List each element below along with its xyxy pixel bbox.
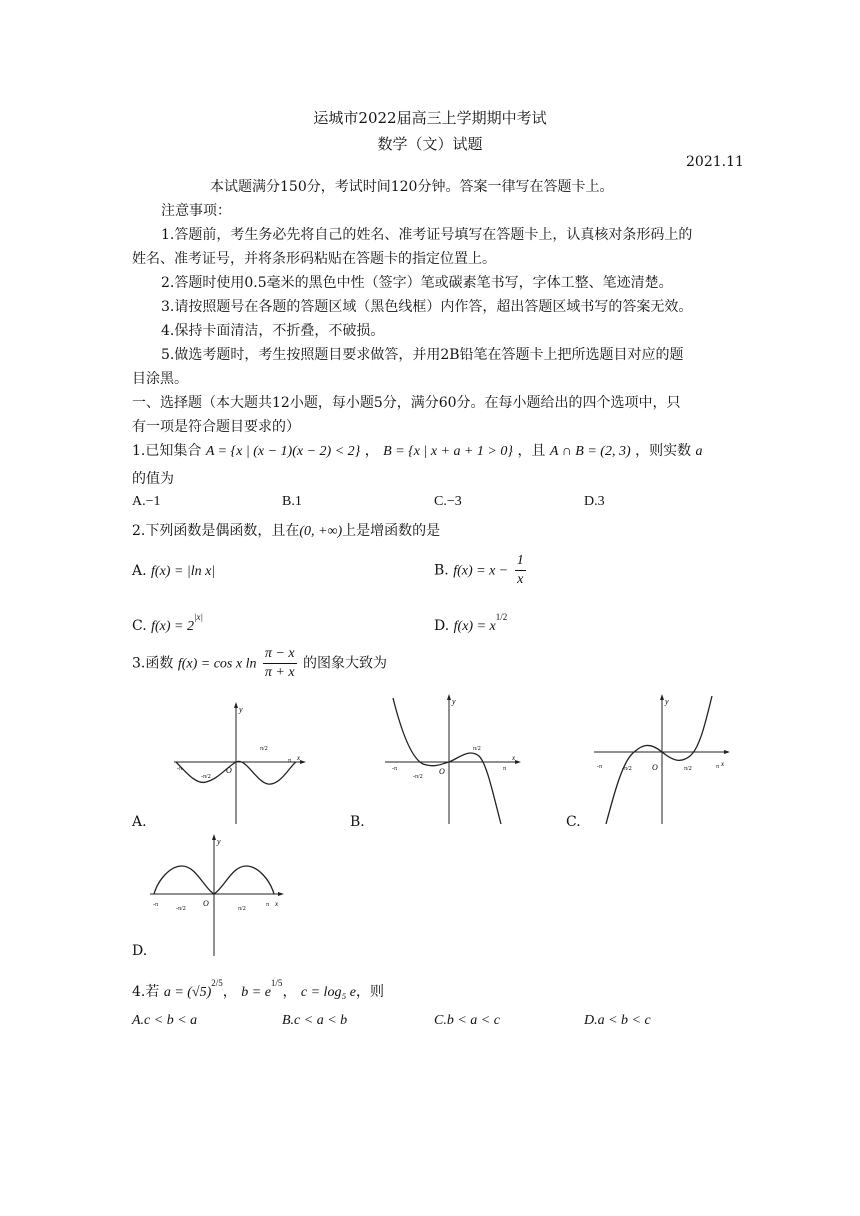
- graph-c-x-label: x: [721, 760, 725, 768]
- q1-intersection: A ∩ B = (2, 3): [549, 444, 631, 459]
- q4-b-exp: 1/5: [270, 978, 283, 988]
- note-5-line-2: 目涂黑。: [132, 371, 188, 387]
- q1-lead: 1.已知集合: [132, 443, 202, 459]
- graph-c-half: π/2: [684, 766, 692, 772]
- graph-b-pi: π: [503, 766, 507, 772]
- graph-c-y-label: y: [665, 697, 669, 706]
- q3-label-c: C.: [566, 814, 581, 830]
- exam-intro: 本试题满分150分，考试时间120分钟。答案一律写在答题卡上。: [210, 179, 614, 195]
- note-5-line-1: 5.做选考题时，考生按照题目要求做答，并用2B铅笔在答题卡上把所选题目对应的题: [161, 347, 684, 363]
- q4-option-b: B.c < a < b: [282, 1013, 348, 1028]
- graph-d-origin: O: [203, 899, 209, 908]
- q1-set-a: A = {x | (x − 1)(x − 2) < 2}: [205, 444, 361, 459]
- graph-b-neg-pi: -π: [392, 766, 398, 772]
- notes-heading: 注意事项：: [161, 203, 231, 219]
- graph-a-origin: O: [226, 766, 232, 775]
- question-3-stem: [132, 645, 387, 682]
- question-1-stem: [132, 440, 703, 460]
- graph-d-x-label: x: [275, 900, 279, 908]
- q3-label-b: B.: [350, 814, 365, 830]
- q2-c-exp: |x|: [194, 612, 203, 622]
- q2-c-label: C.: [132, 618, 147, 634]
- graph-c-neg-half: -π/2: [622, 766, 632, 772]
- graph-c-neg-pi: -π: [597, 764, 603, 770]
- q1-line-2: 的值为: [132, 471, 174, 487]
- graph-b-neg-half: -π/2: [413, 774, 423, 780]
- graph-d-neg-half: -π/2: [176, 906, 186, 912]
- q2-b-label: B.: [434, 562, 449, 579]
- graph-b: [383, 690, 523, 826]
- question-2-stem: [132, 520, 440, 540]
- q2-b-fraction: [515, 552, 526, 589]
- graph-d: [146, 832, 286, 958]
- q4-option-d: D.a < b < c: [584, 1013, 651, 1028]
- graph-d-neg-pi: -π: [153, 902, 159, 908]
- q4-option-c: C.b < a < c: [434, 1013, 500, 1028]
- graph-b-x-label: x: [512, 754, 516, 762]
- q4-a-exp: 2/5: [211, 978, 223, 988]
- q2-stem-b: 上是增函数的是: [342, 523, 441, 539]
- q1-var: a: [695, 444, 703, 459]
- graph-c-curve: [606, 696, 712, 824]
- graph-a-half: π/2: [260, 746, 268, 752]
- q2-d-expr: f(x) = x: [453, 619, 496, 634]
- q4-lead: 4.若: [132, 984, 160, 1000]
- note-4: 4.保持卡面清洁，不折叠，不破损。: [161, 323, 385, 339]
- q2-b-expr: f(x) = x −: [453, 563, 509, 579]
- q3-num: π − x: [263, 645, 297, 664]
- graph-a-pi: π: [288, 758, 292, 764]
- q1-tail: ，则实数: [635, 443, 692, 459]
- q3-label-d: D.: [132, 943, 148, 959]
- q2-option-c: [132, 612, 203, 635]
- graph-d-y-label: y: [217, 837, 221, 846]
- q2-option-b: [434, 552, 528, 589]
- graph-a-neg-half: -π/2: [201, 774, 211, 780]
- question-4-stem: 4.若 $a = (√5)^{2/5}$， $b = e^{1/5}$， c = log₅ e，则: [132, 978, 385, 1000]
- note-1-line-2: 姓名、准考证号，并将条形码粘贴在答题卡的指定位置上。: [132, 251, 496, 267]
- exam-title: 运城市2022届高三上学期期中考试: [313, 109, 547, 127]
- graph-b-curve: [393, 698, 501, 824]
- q4-c-expr: c = log₅ e: [300, 985, 357, 1000]
- q3-expr: f(x) = cos x ln: [177, 656, 257, 672]
- q4-option-a: A.c < b < a: [132, 1013, 198, 1028]
- q2-b-num: 1: [515, 552, 526, 571]
- exam-subtitle: 数学（文）试题: [377, 135, 483, 153]
- q2-a-label: A.: [132, 563, 147, 579]
- graph-a-x-label: x: [297, 754, 301, 762]
- section-1-line-1: 一、选择题（本大题共12小题，每小题5分，满分60分。在每小题给出的四个选项中，只: [132, 395, 681, 411]
- graph-c-pi: π: [716, 764, 720, 770]
- graph-a-y-label: y: [239, 705, 243, 714]
- graph-c: [592, 690, 732, 826]
- q1-cond: ，且: [517, 443, 546, 459]
- q3-label-a: A.: [132, 814, 147, 830]
- q1-option-d: D.3: [584, 494, 605, 509]
- q3-tail: 的图象大致为: [303, 655, 388, 672]
- q2-option-a: [132, 563, 215, 580]
- note-2: 2.答题时使用0.5毫米的黑色中性（签字）笔或碳素笔书写，字体工整、笔迹清楚。: [161, 275, 673, 291]
- note-3: 3.请按照题号在各题的答题区域（黑色线框）内作答，超出答题区域书写的答案无效。: [161, 299, 693, 315]
- q2-interval: (0, +∞): [299, 524, 343, 539]
- graph-a: [168, 700, 308, 826]
- q2-d-label: D.: [434, 618, 450, 634]
- q1-set-b: B = {x | x + a + 1 > 0}: [383, 444, 513, 459]
- q1-sep: ，: [364, 443, 379, 459]
- q2-b-den: x: [517, 572, 524, 587]
- exam-date: 2021.11: [686, 154, 744, 170]
- q2-a-expr: f(x) = |ln x|: [151, 564, 216, 579]
- graph-c-origin: O: [652, 763, 658, 772]
- q4-b-expr: b = e: [241, 985, 271, 1000]
- graph-d-half: π/2: [238, 906, 246, 912]
- q1-option-a: A.−1: [132, 494, 161, 509]
- q1-option-b: B.1: [282, 494, 302, 509]
- q3-lead: 3.函数: [132, 655, 174, 672]
- note-1-line-1: 1.答题前，考生务必先将自己的姓名、准考证号填写在答题卡上，认真核对条形码上的: [161, 227, 693, 243]
- q2-c-expr: f(x) = 2: [151, 619, 194, 634]
- q3-fraction: [263, 645, 297, 682]
- q2-stem-a: 2.下列函数是偶函数，且在: [132, 523, 300, 539]
- graph-a-neg-pi: -π: [177, 766, 183, 772]
- q4-tail: ，则: [356, 984, 385, 1000]
- graph-b-origin: O: [439, 767, 445, 776]
- q4-a-expr: a = (√5): [163, 985, 212, 1000]
- graph-b-half: π/2: [473, 746, 481, 752]
- section-1-line-2: 有一项是符合题目要求的）: [132, 419, 300, 435]
- q1-option-c: C.−3: [434, 494, 462, 509]
- q2-option-d: [434, 612, 507, 635]
- graph-b-y-label: y: [452, 697, 456, 706]
- graph-d-pi: π: [266, 902, 270, 908]
- q2-d-exp: 1/2: [495, 612, 508, 622]
- q3-den: π + x: [264, 665, 295, 680]
